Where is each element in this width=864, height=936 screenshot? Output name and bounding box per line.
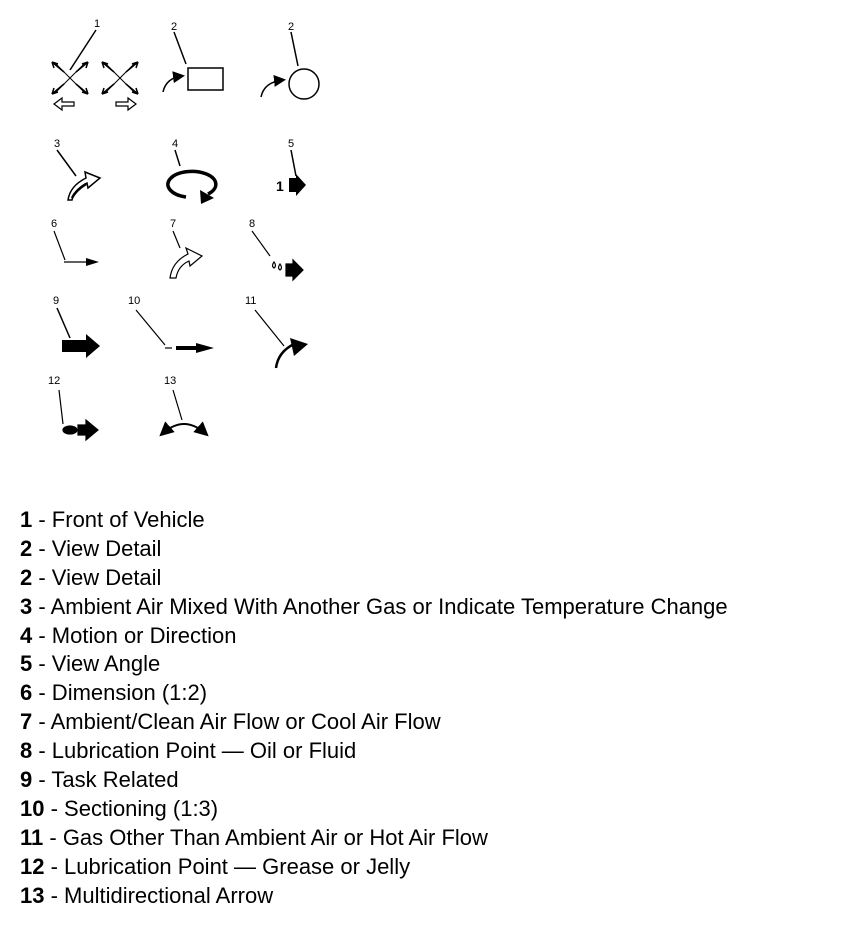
clean-air-flow-arrow-icon <box>170 231 202 278</box>
multidirectional-arrow-icon <box>162 390 206 434</box>
sectioning-arrow-icon <box>136 310 214 353</box>
legend-text: - View Detail <box>32 564 162 590</box>
legend-text: - Motion or Direction <box>32 622 237 648</box>
lubrication-grease-icon <box>59 390 98 440</box>
legend-text: - Multidirectional Arrow <box>44 882 274 908</box>
legend-item <box>20 679 728 708</box>
legend-text: - Sectioning (1:3) <box>44 795 219 821</box>
callout-number: 7 <box>170 218 177 230</box>
view-angle-icon <box>276 150 306 196</box>
legend-item <box>20 766 728 795</box>
motion-direction-icon <box>168 150 216 204</box>
legend-number: 7 <box>20 709 33 735</box>
legend-text: - Gas Other Than Ambient Air or Hot Air Flow <box>43 824 488 850</box>
callout-number: 2 <box>288 21 295 33</box>
legend-number: 9 <box>20 767 33 793</box>
legend-item <box>20 622 728 651</box>
legend-item <box>20 535 728 564</box>
legend-text: - Ambient Air Mixed With Another Gas or Indicate Temperature Change <box>32 593 728 619</box>
lubrication-oil-icon <box>252 231 303 280</box>
legend-item <box>20 593 728 622</box>
legend-number: 5 <box>20 651 33 677</box>
dimension-arrow-icon <box>54 231 99 266</box>
callout-number: 8 <box>249 218 256 230</box>
legend-item <box>20 650 728 679</box>
legend-number: 2 <box>20 564 33 590</box>
legend-item <box>20 882 728 911</box>
legend-number: 1 <box>20 507 33 532</box>
legend-text: - View Detail <box>32 535 162 561</box>
callout-number: 1 <box>94 18 101 30</box>
callout-number: 2 <box>171 21 178 33</box>
legend-number: 2 <box>20 535 33 561</box>
callout-number: 10 <box>128 295 141 307</box>
ambient-air-mixed-arrow-icon <box>57 150 100 200</box>
callout-number: 5 <box>288 138 295 150</box>
legend-item <box>20 708 728 737</box>
legend-number: 8 <box>20 738 33 764</box>
callout-number: 9 <box>53 295 60 307</box>
legend-number: 11 <box>20 824 44 850</box>
callout-number: 13 <box>164 375 177 387</box>
legend-item <box>20 564 728 593</box>
legend-number: 4 <box>20 622 33 648</box>
legend-text: - Lubrication Point — Grease or Jelly <box>44 853 411 879</box>
legend-item <box>20 795 728 824</box>
hot-air-flow-arrow-icon <box>255 310 308 368</box>
view-detail-rectangle-icon <box>163 32 223 92</box>
legend-item <box>20 853 728 882</box>
legend-text: - Lubrication Point — Oil or Fluid <box>32 738 357 764</box>
callout-number: 6 <box>51 218 58 230</box>
legend-list <box>20 506 728 910</box>
view-angle-label: 1 <box>276 178 284 194</box>
legend-number: 13 <box>20 882 45 908</box>
legend-number: 10 <box>20 795 45 821</box>
callout-number: 12 <box>48 375 61 387</box>
view-detail-circle-icon <box>261 32 319 99</box>
legend-number: 6 <box>20 680 33 706</box>
front-of-vehicle-icon <box>52 30 138 110</box>
legend-item <box>20 506 728 535</box>
legend-item <box>20 737 728 766</box>
task-related-arrow-icon <box>57 308 100 358</box>
legend-text: - Task Related <box>32 767 179 793</box>
callout-number: 11 <box>245 295 257 307</box>
callout-number: 4 <box>172 138 179 150</box>
legend-text: - Ambient/Clean Air Flow or Cool Air Flow <box>32 709 441 735</box>
legend-number: 3 <box>20 593 33 619</box>
legend-text: - Front of Vehicle <box>32 507 205 532</box>
legend-number: 12 <box>20 853 45 879</box>
legend-text: - Dimension (1:2) <box>32 680 208 706</box>
callout-number: 3 <box>54 138 61 150</box>
legend-text: - View Angle <box>32 651 161 677</box>
legend-item <box>20 824 728 853</box>
